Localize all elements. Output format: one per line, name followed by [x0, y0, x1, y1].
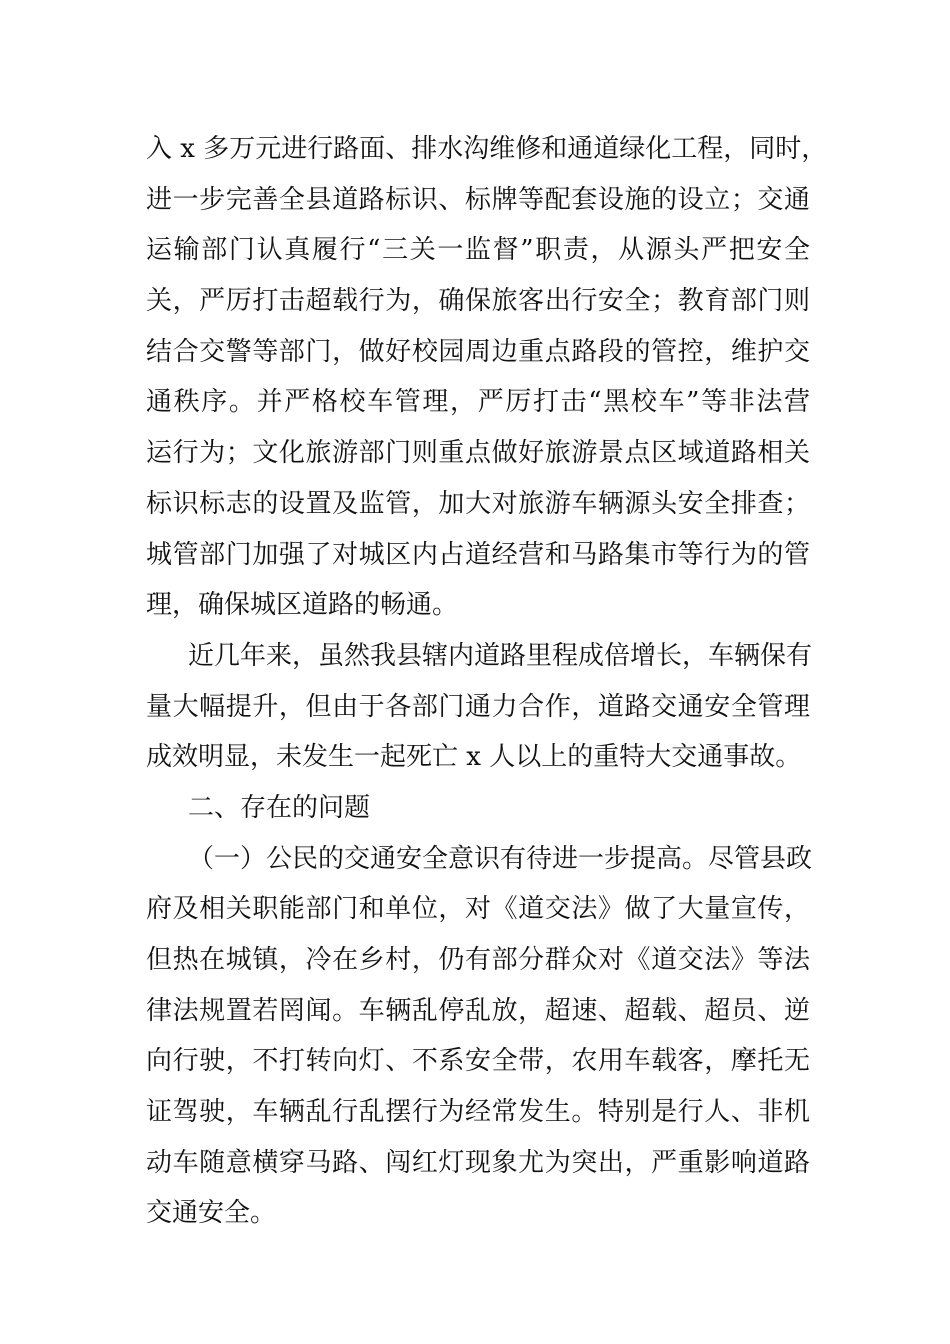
text-line: 进一步完善全县道路标识、标牌等配套设施的设立；交通 — [146, 184, 810, 215]
text-line: 但热在城镇，冷在乡村，仍有部分群众对《道交法》等法 — [146, 945, 810, 975]
text-line: 成效明显，未发生一起死亡 x 人以上的重特大交通事故。 — [146, 742, 802, 773]
text-line: 通秩序。并严格校车管理，严厉打击“黑校车”等非法营 — [146, 387, 810, 418]
text-line: 交通安全。 — [146, 1198, 277, 1229]
text-line: 城管部门加强了对城区内占道经营和马路集市等行为的管 — [146, 539, 810, 570]
text-line: 律法规置若罔闻。车辆乱停乱放，超速、超载、超员、逆 — [146, 995, 810, 1026]
text-line: （一）公民的交通安全意识有待进一步提高。尽管县政 — [188, 843, 813, 874]
text-line: 证驾驶，车辆乱行乱摆行为经常发生。特别是行人、非机 — [146, 1097, 810, 1128]
text-line: 量大幅提升，但由于各部门通力合作，道路交通安全管理 — [146, 691, 810, 722]
text-line: 近几年来，虽然我县辖内道路里程成倍增长，车辆保有 — [188, 640, 813, 671]
text-line: 二、存在的问题 — [188, 792, 371, 823]
text-line: 标识标志的设置及监管，加大对旅游车辆源头安全排查； — [146, 488, 810, 519]
text-line: 动车随意横穿马路、闯红灯现象尤为突出，严重影响道路 — [146, 1147, 810, 1178]
document-body — [146, 124, 828, 1239]
text-line: 运行为；文化旅游部门则重点做好旅游景点区域道路相关 — [146, 438, 810, 469]
text-line: 入 x 多万元进行路面、排水沟维修和通道绿化工程，同时， — [146, 134, 828, 164]
text-line: 关，严厉打击超载行为，确保旅客出行安全；教育部门则 — [146, 286, 810, 317]
text-line: 结合交警等部门，做好校园周边重点路段的管控，维护交 — [146, 336, 810, 367]
text-line: 理，确保城区道路的畅通。 — [146, 590, 459, 621]
text-line: 府及相关职能部门和单位，对《道交法》做了大量宣传， — [146, 894, 810, 925]
text-line: 向行驶，不打转向灯、不系安全带，农用车载客，摩托无 — [146, 1046, 810, 1077]
text-line: 运输部门认真履行“三关一监督”职责，从源头严把安全 — [146, 235, 810, 266]
